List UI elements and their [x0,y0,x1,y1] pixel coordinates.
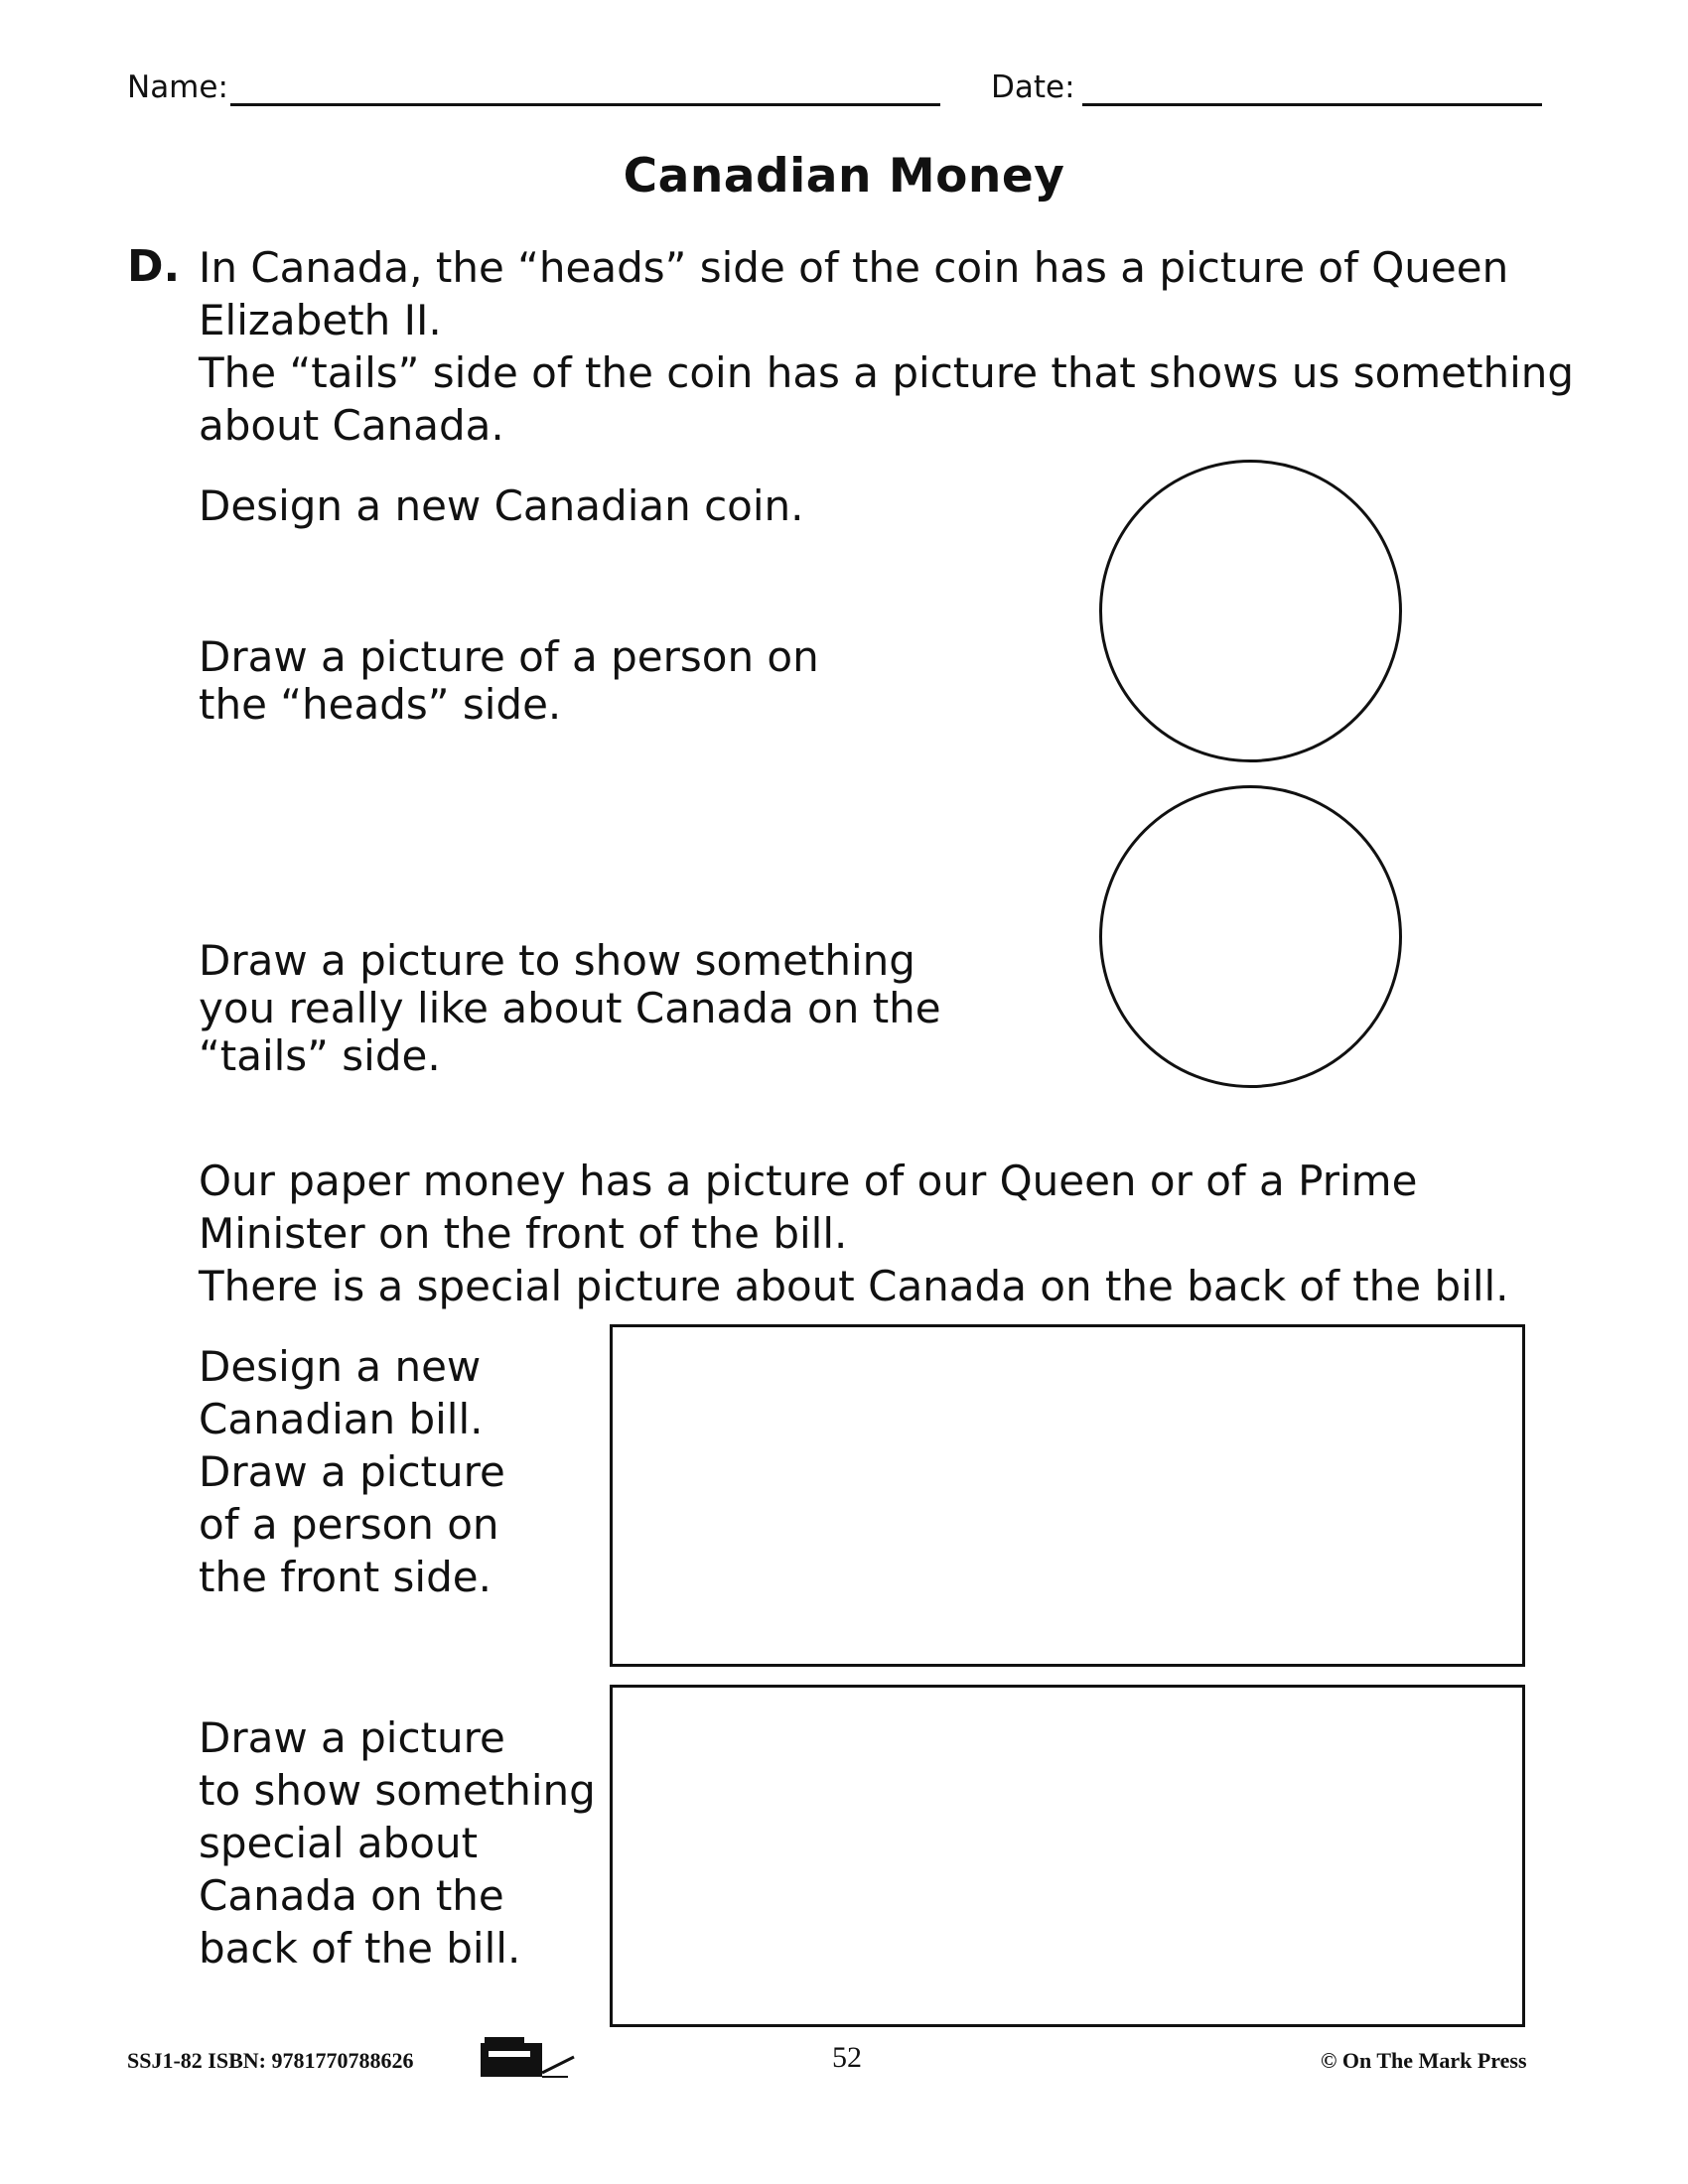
bill-back-line: special about [199,1819,479,1867]
intro-line: The “tails” side of the coin has a picture that shows us something [199,348,1575,397]
name-field[interactable] [230,103,940,106]
intro-line: Elizabeth II. [199,296,442,344]
bill-front-line: Design a new [199,1342,482,1391]
bill-back-line: Canada on the [199,1871,504,1920]
bill-back-line: back of the bill. [199,1924,521,1973]
bill-back-line: to show something [199,1766,596,1815]
tails-instruction [199,937,941,1080]
tails-line: “tails” side. [199,1031,441,1080]
section-letter: D. [127,241,181,292]
copier-icon [479,2033,578,2083]
bill-back-line: Draw a picture [199,1713,505,1762]
bill-front-line: the front side. [199,1553,492,1601]
bill-front-line: of a person on [199,1500,499,1549]
publisher: © On The Mark Press [1321,2048,1527,2073]
coin-design-instruction: Design a new Canadian coin. [199,481,804,530]
date-label: Date: [991,69,1075,105]
heads-instruction [199,633,819,729]
bill-front-line: Canadian bill. [199,1395,484,1443]
paper-line: Minister on the front of the bill. [199,1209,848,1258]
footer-code: SSJ1-82 ISBN: 9781770788626 [127,2048,414,2073]
page-title: Canadian Money [623,149,1065,204]
name-label: Name: [127,69,228,105]
bill-back-box[interactable] [610,1685,1525,2027]
coin-heads-circle[interactable] [1099,460,1402,762]
page-number: 52 [832,2041,862,2074]
tails-line: Draw a picture to show something [199,936,915,985]
heads-line: Draw a picture of a person on [199,632,819,681]
coin-tails-circle[interactable] [1099,785,1402,1088]
intro-line: about Canada. [199,401,504,450]
section-intro [199,241,1574,452]
bill-front-instruction [199,1340,505,1603]
bill-back-instruction [199,1711,596,1975]
bill-front-box[interactable] [610,1324,1525,1667]
intro-line: In Canada, the “heads” side of the coin has a picture of Queen [199,243,1509,292]
tails-line: you really like about Canada on the [199,984,941,1032]
heads-line: the “heads” side. [199,680,562,729]
paper-money-text [199,1155,1509,1312]
date-field[interactable] [1082,103,1542,106]
paper-line: There is a special picture about Canada on the back of the bill. [199,1262,1509,1310]
paper-line: Our paper money has a picture of our Queen or of a Prime [199,1157,1418,1205]
bill-front-line: Draw a picture [199,1447,505,1496]
